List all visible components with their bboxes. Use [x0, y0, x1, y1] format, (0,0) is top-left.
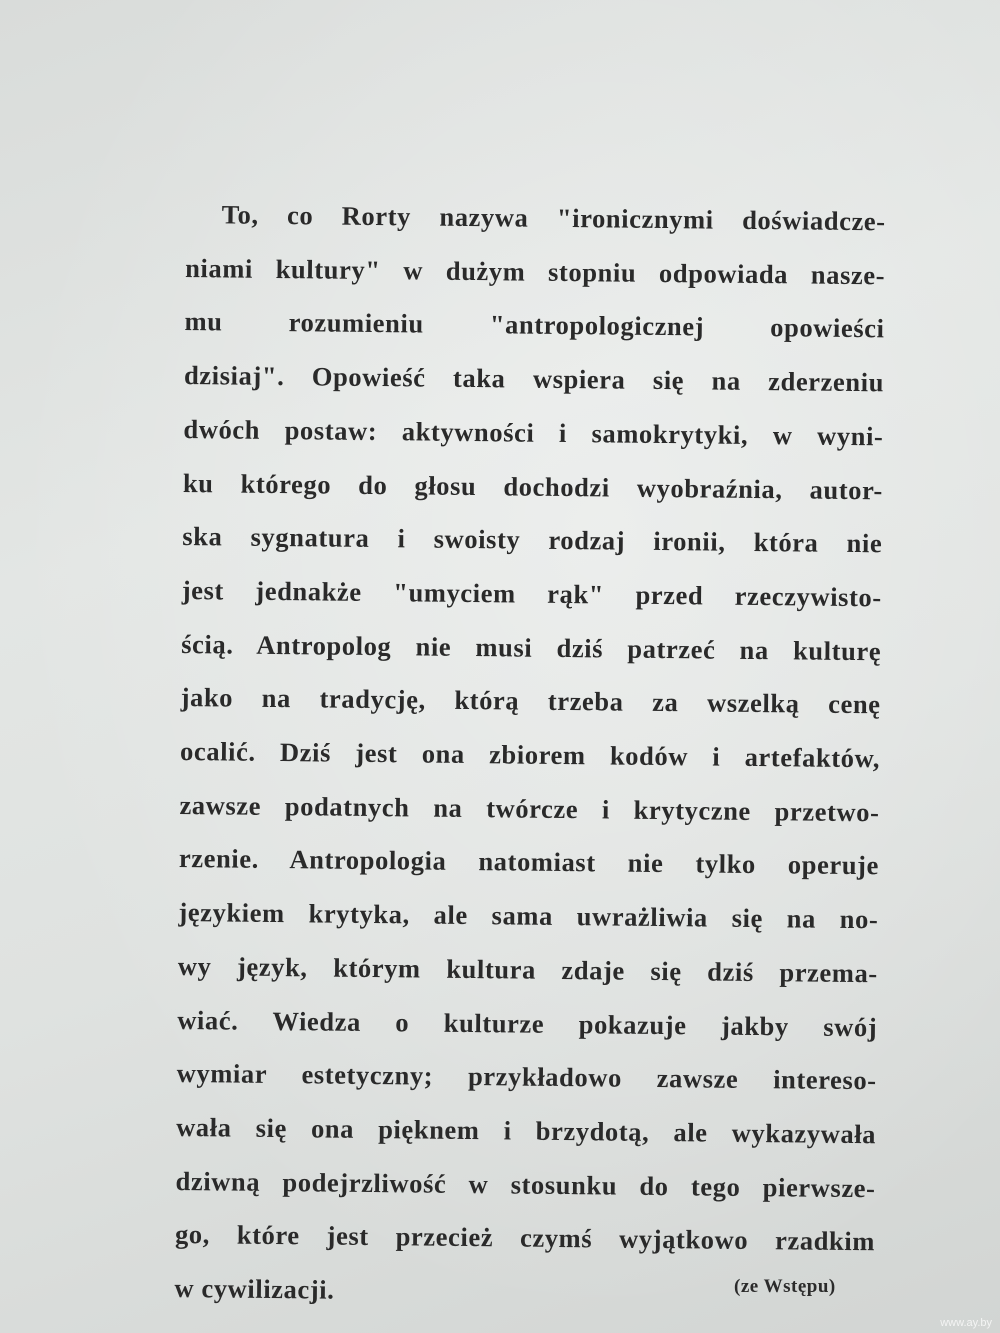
text-line: dziwną podejrzliwość w stosunku do tego pierwsze- — [175, 1165, 876, 1203]
text-line: w cywilizacji. — [174, 1273, 335, 1305]
text-line: go, które jest przecież czymś wyjątkowo rzadkim — [174, 1219, 876, 1257]
text-line: wała się ona pięknem i brzydotą, ale wykazywała — [176, 1111, 877, 1150]
text-line: wiać. Wiedza o kulturze pokazuje jakby swój — [177, 1004, 878, 1042]
passage-text — [174, 188, 886, 1323]
text-line: mu rozumieniu "antropologicznej opowieści — [184, 306, 885, 344]
text-line: niami kultury" w dużym stopniu odpowiada nasze- — [185, 252, 886, 291]
text-line: językiem krytyka, ale sama uwrażliwia się na no- — [178, 897, 879, 935]
text-line: rzenie. Antropologia natomiast nie tylko operuje — [178, 843, 880, 881]
text-line: ocalić. Dziś jest ona zbiorem kodów i artefaktów, — [179, 736, 881, 774]
text-line: ku którego do głosu dochodzi wyobraźnia, autor- — [182, 467, 884, 505]
site-watermark: www.ay.by — [940, 1317, 992, 1329]
source-attribution: (ze Wstępu) — [734, 1276, 836, 1297]
text-line: ska sygnatura i swoisty rodzaj ironii, która nie — [182, 521, 883, 559]
text-line: jako na tradycję, którą trzeba za wszelką cenę — [180, 682, 881, 720]
text-line: wymiar estetyczny; przykładowo zawsze intereso- — [176, 1058, 877, 1096]
text-line: zawsze podatnych na twórcze i krytyczne przetwo- — [179, 789, 880, 828]
text-line: dwóch postaw: aktywności i samokrytyki, w wyni- — [183, 413, 884, 452]
text-line: jest jednakże "umyciem rąk" przed rzeczywisto- — [181, 574, 882, 613]
text-line: dzisiaj". Opowieść taka wspiera się na zderzeniu — [183, 360, 885, 398]
text-line: ścią. Antropolog nie musi dziś patrzeć na kulturę — [181, 628, 882, 666]
text-line: To, co Rorty nazywa "ironicznymi doświadcze- — [221, 199, 886, 237]
text-line: wy język, którym kultura zdaje się dziś przema- — [177, 950, 878, 989]
